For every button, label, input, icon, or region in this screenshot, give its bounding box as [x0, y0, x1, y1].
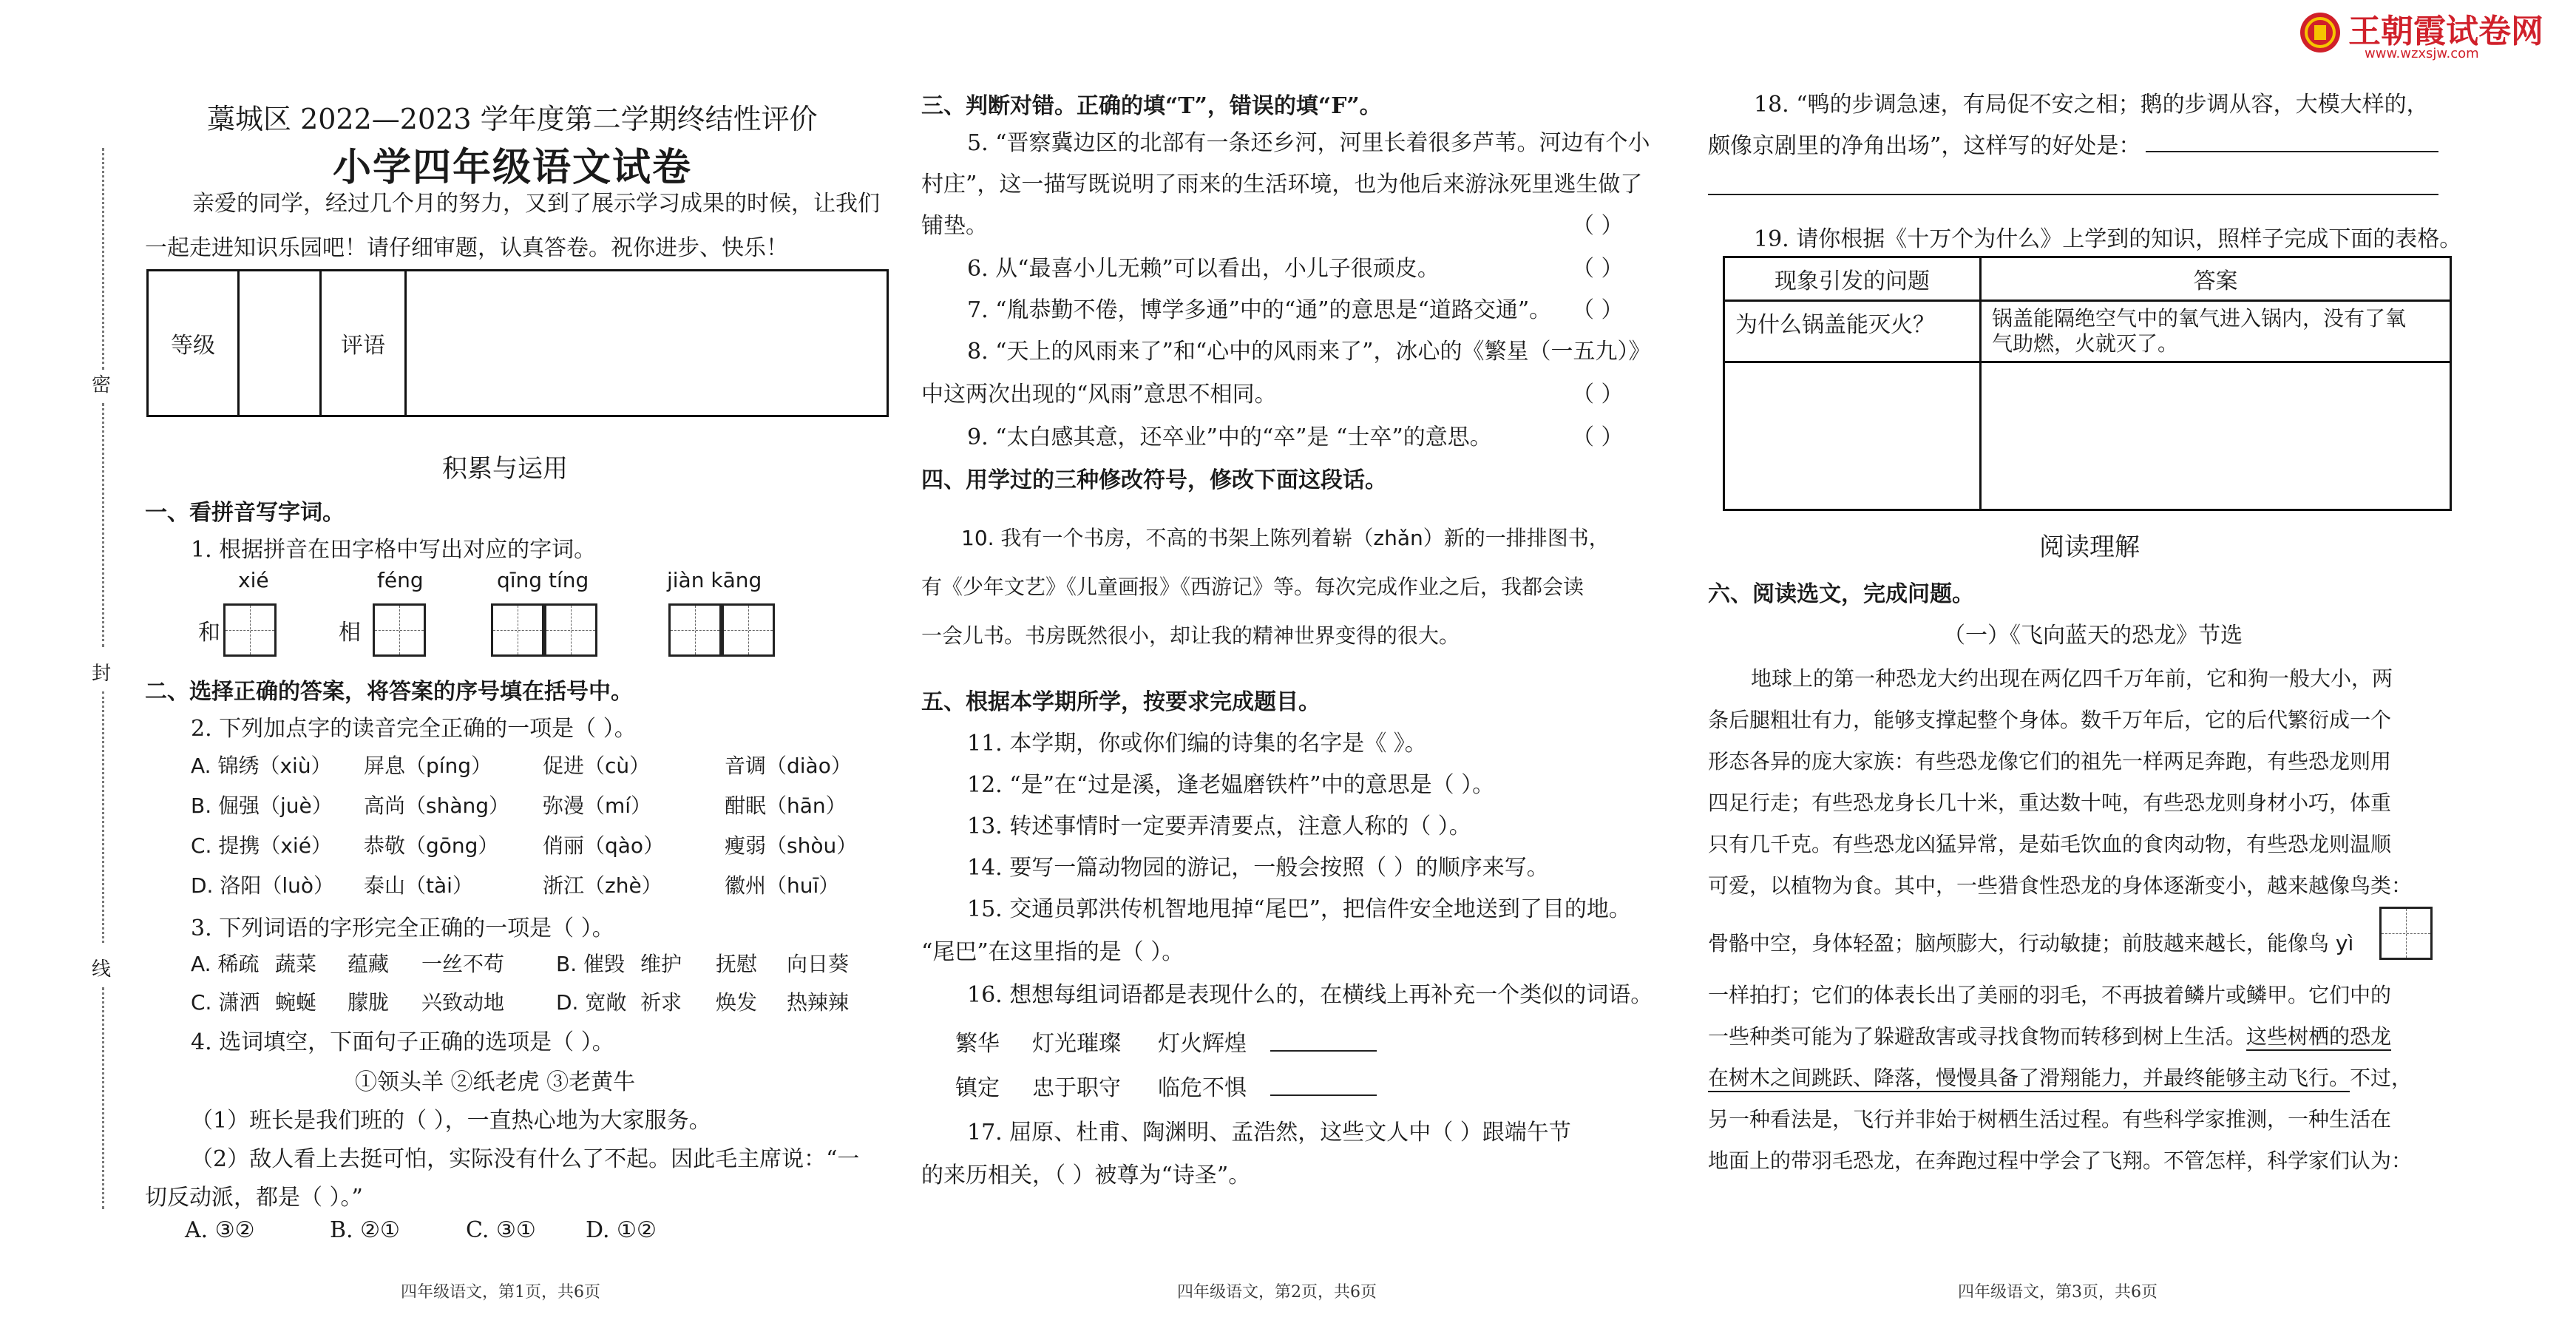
option-text: D. 宽敞	[556, 990, 627, 1015]
option-text: 俏丽（qào）	[543, 833, 665, 858]
option-text: C. ③①	[466, 1217, 536, 1243]
table-input-cell[interactable]	[1981, 362, 2451, 510]
question-text: 17. 屈原、杜甫、陶渊明、孟浩然，这些文人中（ ）跟端午节	[967, 1120, 1571, 1146]
option-text: 朦胧	[348, 990, 390, 1015]
pinyin-label: jiàn kāng	[667, 568, 762, 592]
exam-title: 小学四年级语文试卷	[333, 145, 693, 190]
binding-dotted-line	[102, 403, 104, 647]
option-text: 蕴藏	[348, 952, 390, 976]
option-text: B. ②①	[330, 1217, 400, 1243]
option-text: 浙江（zhè）	[543, 873, 662, 898]
question-text: 19. 请你根据《十万个为什么》上学到的知识，照样子完成下面的表格。	[1754, 226, 2462, 252]
tian-grid-box[interactable]	[668, 603, 722, 657]
question-text: 5. “晋察冀边区的北部有一条还乡河，河里长着很多芦苇。河边有个小	[967, 130, 1650, 156]
passage-line: 地球上的第一种恐龙大约出现在两亿四千万年前，它和狗一般大小，两	[1751, 666, 2393, 691]
question-text: 村庄”，这一描写既说明了雨来的生活环境，也为他后来游泳死里逃生做了	[921, 172, 1643, 197]
option-text: 屏息（píng）	[364, 754, 492, 778]
grade-label: 等级	[148, 271, 239, 416]
option-text: A. 稀疏	[191, 952, 260, 976]
option-text: 热辣辣	[787, 990, 850, 1015]
word-choices: ①领头羊 ②纸老虎 ③老黄牛	[355, 1069, 636, 1095]
answer-paren[interactable]: （ ）	[1572, 382, 1624, 407]
option-text: 焕发	[716, 990, 758, 1015]
passage-line: 形态各异的庞大家族：有些恐龙像它们的祖先一样两足奔跑，有些恐龙则用	[1708, 749, 2392, 774]
question-text: 9. “太白感其意，还卒业”中的“卒”是 “士卒”的意思。	[967, 424, 1492, 450]
binding-mark-xian: 线	[92, 958, 112, 981]
question-text: 10. 我有一个书房，不高的书架上陈列着崭（zhǎn）新的一排排图书，	[961, 526, 1610, 550]
question-text: 一会儿书。书房既然很小，却让我的精神世界变得的很大。	[921, 623, 1460, 648]
question-text: 颇像京剧里的净角出场”，这样写的好处是：	[1708, 133, 2141, 159]
answer-paren[interactable]: （ ）	[1572, 213, 1624, 239]
page-footer: 四年级语文，第2页，共6页	[1177, 1283, 1377, 1302]
answer-blank-line[interactable]	[1708, 194, 2438, 195]
option-text: 维护	[640, 952, 682, 976]
intro-line: 亲爱的同学，经过几个月的努力，又到了展示学习成果的时候，让我们	[192, 191, 880, 217]
section-heading: 阅读理解	[2039, 532, 2140, 562]
option-text: 祈求	[640, 990, 682, 1015]
option-text: C. 潇洒	[191, 990, 260, 1015]
passage-line: 地面上的带羽毛恐龙，在奔跑过程中学会了飞翔。不管怎样，科学家们认为：	[1708, 1148, 2413, 1173]
passage-line: 只有几千克。有些恐龙凶猛异常，是茹毛饮血的食肉动物，有些恐龙则温顺	[1708, 832, 2392, 856]
question-text: 4. 选词填空，下面句子正确的选项是（ ）。	[191, 1029, 614, 1055]
table-header: 答案	[1981, 257, 2451, 301]
word-item: 灯火辉煌	[1158, 1031, 1247, 1057]
section-title: 四、用学过的三种修改符号，修改下面这段话。	[921, 467, 1387, 493]
passage-line	[1708, 1062, 2412, 1092]
answer-paren[interactable]: （ ）	[1572, 256, 1624, 282]
page-footer: 四年级语文，第3页，共6页	[1958, 1283, 2158, 1302]
pinyin-label: qīng tíng	[497, 568, 589, 592]
word-item: 镇定	[955, 1075, 1000, 1101]
question-text: 1. 根据拼音在田字格中写出对应的字词。	[191, 537, 597, 563]
option-text: 瘦弱（shòu）	[725, 833, 858, 858]
passage-line: 四足行走；有些恐龙身长几十米，重达数十吨，有些恐龙则身材小巧，体重	[1708, 791, 2392, 815]
option-text: B. 倔强（juè）	[191, 794, 333, 818]
table-cell-line: 气助燃，火就灭了。	[1992, 331, 2179, 356]
option-text: 一丝不苟	[421, 952, 505, 976]
comment-input-cell[interactable]	[406, 271, 888, 416]
answer-table	[1723, 256, 2452, 511]
brand-url: www.wzxsjw.com	[2365, 46, 2479, 61]
option-text: 徽州（huī）	[725, 873, 840, 898]
option-text: 蔬菜	[275, 952, 317, 976]
answer-blank-line[interactable]	[1270, 1094, 1377, 1096]
table-header: 现象引发的问题	[1724, 257, 1981, 301]
option-text: D. 洛阳（luò）	[191, 873, 335, 898]
option-text: 恭敬（gōng）	[364, 833, 499, 858]
section-title: 六、阅读选文，完成问题。	[1708, 581, 1974, 607]
tian-grid-box[interactable]	[722, 603, 775, 657]
question-text: “尾巴”在这里指的是（ ）。	[921, 939, 1184, 965]
question-text: 11. 本学期，你或你们编的诗集的名字是《 》。	[967, 731, 1427, 757]
passage-line: 条后腿粗壮有力，能够支撑起整个身体。数千万年后，它的后代繁衍成一个	[1708, 708, 2392, 732]
table-cell	[1981, 301, 2451, 362]
passage-underlined-text: 在树木之间跳跃、降落，慢慢具备了滑翔能力，并最终能够主动飞行。	[1708, 1066, 2350, 1090]
option-text: C. 提携（xié）	[191, 833, 332, 858]
binding-mark-feng: 封	[92, 663, 112, 685]
passage-text: 一些种类可能为了躲避敌害或寻找食物而转移到树上生活。	[1708, 1024, 2247, 1049]
question-text: 3. 下列词语的字形完全正确的一项是（ ）。	[191, 916, 614, 941]
binding-dotted-line	[102, 691, 104, 943]
word-item: 忠于职守	[1032, 1075, 1121, 1101]
section-title: 三、判断对错。正确的填“T”，错误的填“F”。	[921, 93, 1382, 119]
option-text: 泰山（tài）	[364, 873, 473, 898]
binding-mark-mi: 密	[92, 374, 112, 396]
tian-grid-box[interactable]	[373, 603, 426, 657]
answer-paren[interactable]: （ ）	[1572, 424, 1624, 450]
option-text: 向日葵	[787, 952, 850, 976]
word-item: 繁华	[955, 1031, 1000, 1057]
answer-blank-line[interactable]	[1270, 1050, 1377, 1052]
option-text: 抚慰	[716, 952, 758, 976]
option-text: 高尚（shàng）	[364, 794, 510, 818]
passage-line: 可爱，以植物为食。其中，一些猎食性恐龙的身体逐渐变小，越来越像鸟类：	[1708, 873, 2413, 898]
tian-grid-box[interactable]	[2379, 907, 2433, 960]
option-text: 酣眠（hān）	[725, 794, 847, 818]
option-text: B. 催毁	[556, 952, 626, 976]
question-text: 15. 交通员郭洪传机智地甩掉“尾巴”，把信件安全地送到了目的地。	[967, 896, 1631, 922]
question-text: 14. 要写一篇动物园的游记，一般会按照（ ）的顺序来写。	[967, 855, 1549, 881]
pinyin-label: xié	[238, 568, 269, 592]
passage-line	[1708, 1021, 2391, 1050]
binding-dotted-line	[102, 148, 104, 370]
question-text: 6. 从“最喜小儿无赖”可以看出，小儿子很顽皮。	[967, 256, 1440, 282]
question-text: 18. “鸭的步调急速，有局促不安之相；鹅的步调从容，大模大样的，	[1754, 92, 2429, 118]
section-title: 一、看拼音写字词。	[145, 500, 345, 526]
section-title: 二、选择正确的答案，将答案的序号填在括号中。	[145, 679, 633, 705]
option-text: A. 锦绣（xiù）	[191, 754, 332, 778]
table-input-cell[interactable]	[1724, 362, 1981, 510]
option-text: 蜿蜒	[275, 990, 317, 1015]
section-heading: 积累与运用	[442, 454, 568, 484]
given-char: 和	[198, 620, 220, 646]
grade-input-cell[interactable]	[239, 271, 321, 416]
word-item: 灯光璀璨	[1032, 1031, 1121, 1057]
answer-paren[interactable]: （ ）	[1572, 297, 1624, 323]
question-text: 16. 想想每组词语都是表现什么的，在横线上再补充一个类似的词语。	[967, 982, 1653, 1008]
brand-name: 王朝霞试卷网	[2348, 13, 2543, 50]
tian-grid-box[interactable]	[544, 603, 597, 657]
question-text: 有《少年文艺》《儿童画报》《西游记》等。每次完成作业之后，我都会读	[921, 575, 1584, 599]
option-text: 促进（cù）	[543, 754, 651, 778]
pinyin-label: féng	[377, 568, 424, 592]
passage-underlined-text: 这些树栖的恐龙	[2246, 1024, 2392, 1049]
question-text: 7. “胤恭勤不倦，博学多通”中的“通”的意思是“道路交通”。	[967, 297, 1552, 323]
given-char: 相	[339, 620, 361, 646]
question-text: 切反动派，都是（ ）。”	[145, 1185, 363, 1211]
table-cell-line: 锅盖能隔绝空气中的氧气进入锅内，没有了氧	[1992, 306, 2407, 331]
question-text: 13. 转述事情时一定要弄清要点，注意人称的（ ）。	[967, 813, 1471, 839]
tian-grid-box[interactable]	[223, 603, 277, 657]
question-text: 中这两次出现的“风雨”意思不相同。	[921, 382, 1277, 407]
passage-title: （一）《飞向蓝天的恐龙》节选	[1943, 623, 2243, 649]
brand-emblem-icon	[2298, 10, 2342, 55]
passage-text: 不过，	[2350, 1066, 2413, 1090]
question-text: 12. “是”在“过是溪，逢老媪磨铁杵”中的意思是（ ）。	[967, 772, 1495, 798]
passage-line: 骨骼中空，身体轻盈；脑颅膨大，行动敏捷；前肢越来越长，能像鸟 yì	[1708, 931, 2354, 955]
exam-subtitle: 藁城区 2022—2023 学年度第二学期终结性评价	[207, 103, 818, 135]
tian-grid-box[interactable]	[491, 603, 544, 657]
section-title: 五、根据本学期所学，按要求完成题目。	[921, 689, 1321, 715]
question-text: （2）敌人看上去挺可怕，实际没有什么了不起。因此毛主席说：“一	[191, 1146, 860, 1172]
grade-table	[146, 269, 889, 417]
passage-line: 一样拍打；它们的体表长出了美丽的羽毛，不再披着鳞片或鳞甲。它们中的	[1708, 983, 2392, 1007]
passage-line: 另一种看法是，飞行并非始于树栖生活过程。有些科学家推测，一种生活在	[1708, 1107, 2392, 1131]
binding-dotted-line	[102, 987, 104, 1209]
table-cell: 为什么锅盖能灭火？	[1724, 301, 1981, 362]
answer-blank-line[interactable]	[2146, 151, 2438, 152]
option-text: A. ③②	[185, 1217, 255, 1243]
question-text: 的来历相关，（ ）被尊为“诗圣”。	[921, 1163, 1251, 1188]
question-text: 8. “天上的风雨来了”和“心中的风雨来了”，冰心的《繁星（一五九）》	[967, 339, 1651, 365]
question-text: 2. 下列加点字的读音完全正确的一项是（ ）。	[191, 716, 637, 742]
brand-logo	[2298, 4, 2569, 67]
intro-line: 一起走进知识乐园吧！请仔细审题，认真答卷。祝你进步、快乐！	[145, 235, 788, 261]
page-footer: 四年级语文，第1页，共6页	[401, 1283, 600, 1302]
question-text: 铺垫。	[921, 213, 988, 239]
question-text: （1）班长是我们班的（ ），一直热心地为大家服务。	[191, 1108, 711, 1134]
option-text: 音调（diào）	[725, 754, 852, 778]
option-text: D. ①②	[586, 1217, 657, 1243]
comment-label: 评语	[321, 271, 406, 416]
option-text: 兴致动地	[421, 990, 505, 1015]
word-item: 临危不惧	[1158, 1075, 1247, 1101]
option-text: 弥漫（mí）	[543, 794, 652, 818]
